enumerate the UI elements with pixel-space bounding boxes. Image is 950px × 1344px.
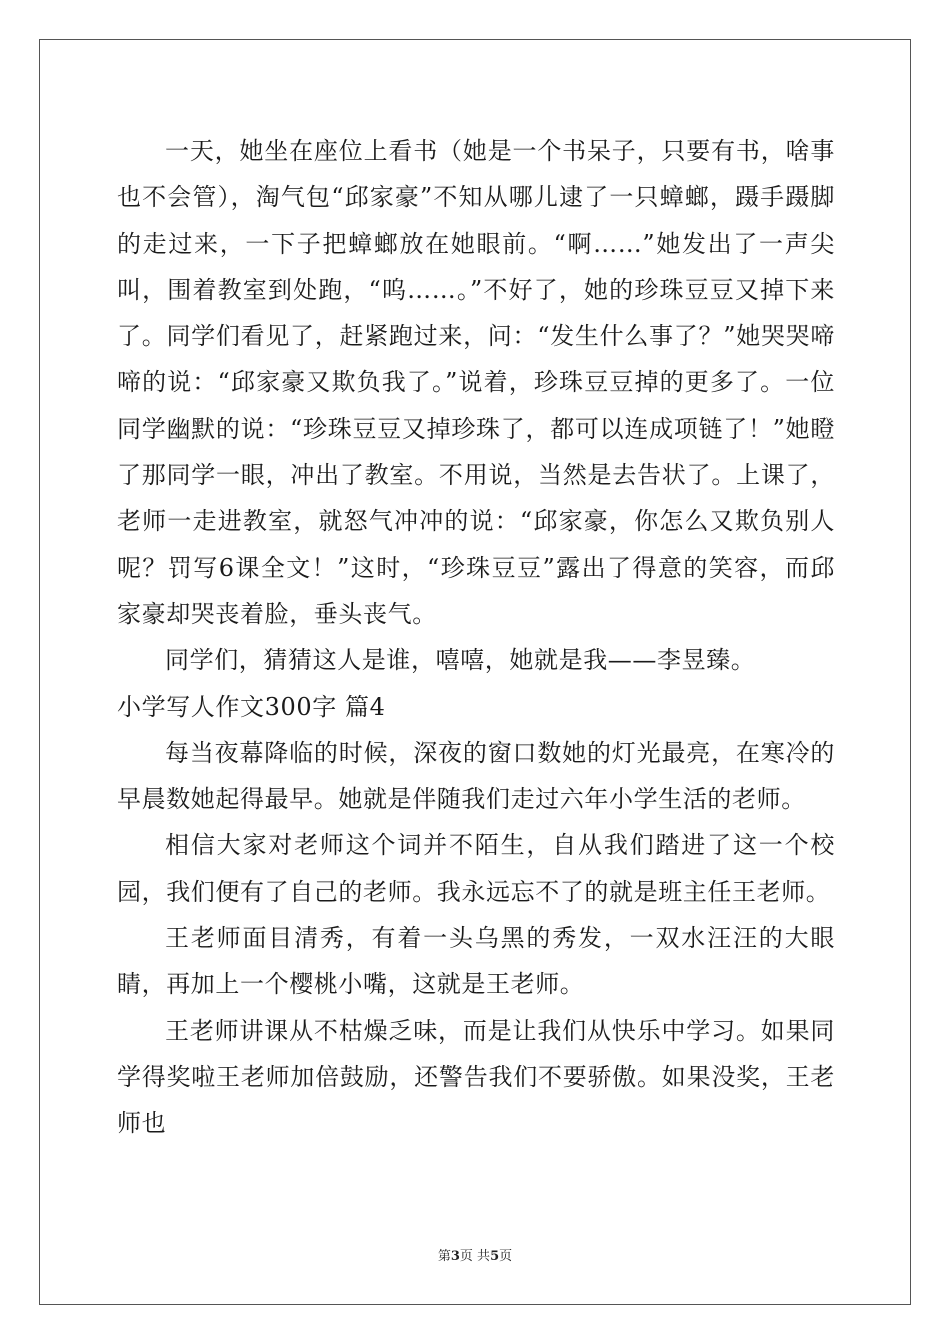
paragraph: 相信大家对老师这个词并不陌生，自从我们踏进了这一个校园，我们便有了自己的老师。我永远忘不了的就是班主任王老师。 [117,831,835,906]
paragraph: 每当夜幕降临的时候，深夜的窗口数她的灯光最亮，在寒冷的早晨数她起得最早。她就是伴随我们走过六年小学生活的老师。 [117,738,835,814]
page-number-prefix: 第 [437,1249,451,1264]
paragraph: 王老师讲课从不枯燥乏味，而是让我们从快乐中学习。如果同学得奖啦王老师加倍鼓励，还警告我们不要骄傲。如果没奖，王老师也 [117,1016,835,1138]
page-number-suffix: 页 [499,1249,513,1264]
paragraph: 同学们，猜猜这人是谁，嘻嘻，她就是我——李昱臻。 [165,646,756,675]
current-page-number: 3 [450,1249,460,1264]
document-body [117,128,835,1147]
page-footer [0,1245,950,1264]
total-page-count: 5 [490,1249,500,1264]
paragraph: 一天，她坐在座位上看书（她是一个书呆子，只要有书，啥事也不会管），淘气包“邱家豪”不知从哪儿逮了一只蟑螂，蹑手蹑脚的走过来，一下子把蟑螂放在她眼前。“啊……”她发出了一声尖叫，围着教室到处跑，“呜……。”不好了，她的珍珠豆豆又掉下来了。同学们看见了，赶紧跑过来，问：“发生什么事了？”她哭哭啼啼的说：“邱家豪又欺负我了。”说着，珍珠豆豆掉的更多了。一位同学幽默的说：“珍珠豆豆又掉珍珠了，都可以连成项链了！”她瞪了那同学一眼，冲出了教室。不用说，当然是去告状了。上课了，老师一走进教室，就怒气冲冲的说：“邱家豪，你怎么又欺负别人呢？罚写6课全文！”这时，“珍珠豆豆”露出了得意的笑容，而邱家豪却哭丧着脸，垂头丧气。 [117,137,835,628]
paragraph: 王老师面目清秀，有着一头乌黑的秀发，一双水汪汪的大眼睛，再加上一个樱桃小嘴，这就是王老师。 [117,924,835,999]
page-number-middle: 页 共 [459,1249,491,1264]
section-heading: 小学写人作文300字 篇4 [117,692,386,721]
